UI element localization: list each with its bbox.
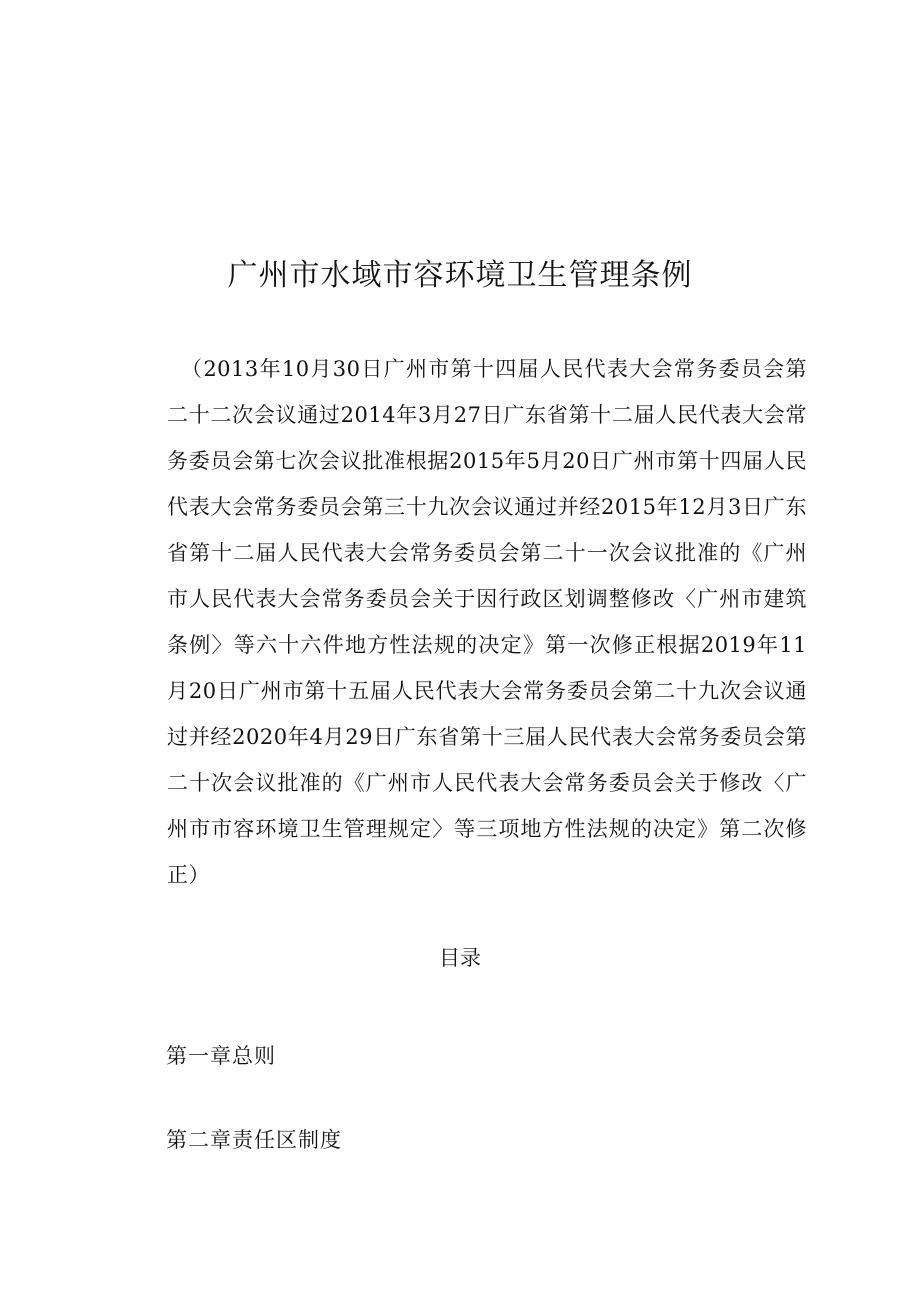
table-of-contents <box>166 1040 766 1208</box>
legislative-history-note: （2013年10月30日广州市第十四届人民代表大会常务委员会第二十二次会议通过2014年3月27日广东省第十二届人民代表大会常务委员会第七次会议批准根据2015年5月20日广州市第十四届人民代表大会常务委员会第三十九次会议通过并经2015年12月3日广东省第十二届人民代表大会常务委员会第二十一次会议批准的《广州市人民代表大会常务委员会关于因行政区划调整修改〈广州市建筑条例〉等六十六件地方性法规的决定》第一次修正根据2019年11月20日广州市第十五届人民代表大会常务委员会第二十九次会议通过并经2020年4月29日广东省第十三届人民代表大会常务委员会第二十次会议批准的《广州市人民代表大会常务委员会关于修改〈广州市市容环境卫生管理规定〉等三项地方性法规的决定》第二次修正） <box>167 357 807 887</box>
toc-heading: 目录 <box>439 946 481 970</box>
toc-item-chapter-1: 第一章总则 <box>166 1044 276 1068</box>
toc-item-chapter-2: 第二章责任区制度 <box>166 1128 342 1152</box>
document-title: 广州市水域市容环境卫生管理条例 <box>227 258 693 293</box>
